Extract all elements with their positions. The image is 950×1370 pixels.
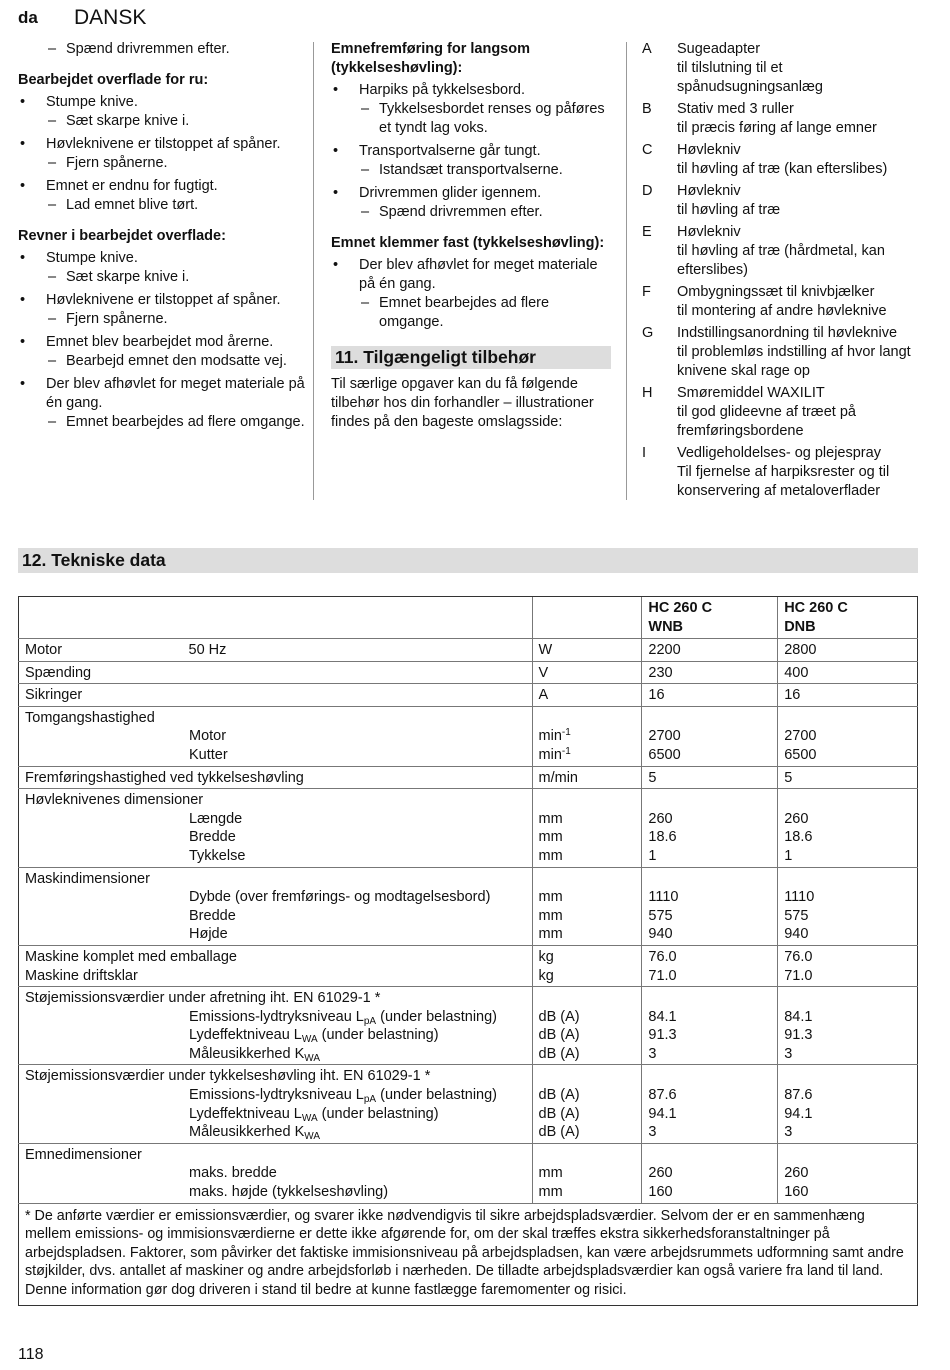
problem-heading: Emnet klemmer fast (tykkelseshøvling): (331, 235, 605, 251)
cause: • Drivremmen glider igennem. (331, 184, 611, 203)
accessory-name: Ombygningssæt til knivbjælker (677, 284, 875, 300)
accessory-item (640, 283, 930, 321)
remedy: – Fjern spånerne. (18, 310, 308, 329)
accessory-desc: til montering af andre høvleknive (677, 303, 887, 319)
table-row: Spænding V 230 400 (19, 661, 918, 684)
accessory-desc: til god glideevne af træet på fremføringsbordene (677, 404, 856, 439)
table-row: Tomgangshastighed Motor Kutter $\min^{-1}$ $\min^{-1}$ 2700 6500 2700 6500 (19, 706, 918, 766)
table-row: Støjemissionsværdier under afretning iht. EN 61029-1 * Emissions-lydtryksniveau $L_{pA}$ (under belastning) Lydeffektniveau $L_{WA}$ (under belastning) Måleusikkerhed $K_{WA}$ dB (A) dB (A) dB (A) 84.1 91.3 3 84.1 91.3 3 (19, 987, 918, 1065)
language-code: da (18, 8, 38, 27)
problem-heading: Revner i bearbejdet overflade: (18, 228, 226, 244)
accessory-name: Vedligeholdelses- og plejespray (677, 445, 881, 461)
cause: • Der blev afhøvlet for meget materiale på én gang. (331, 256, 611, 294)
accessory-name: Høvlekniv (677, 224, 741, 240)
remedy: – Lad emnet blive tørt. (18, 196, 308, 215)
column-divider (313, 42, 314, 500)
accessory-key: D (642, 183, 653, 199)
accessory-name: Høvlekniv (677, 183, 741, 199)
accessory-name: Høvlekniv (677, 142, 741, 158)
accessory-key: F (642, 284, 651, 300)
cause: • Stumpe knive. (18, 93, 308, 112)
cause: • Høvleknivene er tilstoppet af spåner. (18, 135, 308, 154)
technical-data-table (18, 596, 918, 1306)
accessory-key: B (642, 101, 652, 117)
accessory-item (640, 384, 930, 441)
section-12-title-text: 12. Tekniske data (22, 550, 166, 570)
remedy: – Emnet bearbejdes ad flere omgange. (18, 413, 308, 432)
table-row: Emnedimensioner maks. bredde maks. højde (tykkelseshøvling) mm mm 260 160 260 160 (19, 1143, 918, 1203)
language-name: DANSK (74, 6, 147, 29)
remedy: – Fjern spånerne. (18, 154, 308, 173)
remedy: – Emnet bearbejdes ad flere omgange. (331, 294, 611, 332)
accessory-item (640, 100, 930, 138)
problem-heading: Emnefremføring for langsom (tykkelseshøvling): (331, 41, 530, 76)
model-1-header: HC 260 C WNB (642, 597, 778, 639)
remedy: – Spænd drivremmen efter. (18, 40, 308, 59)
cause: • Stumpe knive. (18, 249, 308, 268)
accessory-item (640, 141, 930, 179)
table-row: Støjemissionsværdier under tykkelseshøvling iht. EN 61029-1 * Emissions-lydtryksniveau $L_{pA}$ (under belastning) Lydeffektniveau $L_{WA}$ (under belastning) Måleusikkerhed $K_{WA}$ dB (A) dB (A) dB (A) 87.6 94.1 3 87.6 94.1 3 (19, 1065, 918, 1143)
accessory-name: Sugeadapter (677, 41, 761, 57)
remedy: – Sæt skarpe knive i. (18, 268, 308, 287)
footnote-row (19, 1203, 918, 1305)
accessory-name: Indstillingsanordning til høvleknive (677, 325, 898, 341)
accessory-item (640, 223, 930, 280)
table-row: Fremføringshastighed ved tykkelseshøvling m/min 5 5 (19, 766, 918, 789)
troubleshooting-column-2 (331, 40, 611, 432)
accessory-desc: til problemløs indstilling af hvor langt knivene skal rage op (677, 344, 911, 379)
remedy: – Sæt skarpe knive i. (18, 112, 308, 131)
accessory-item (640, 324, 930, 381)
column-divider (626, 42, 627, 500)
table-row: Høvleknivenes dimensioner Længde Bredde Tykkelse mm mm mm 260 18.6 1 260 18.6 1 (19, 789, 918, 867)
problem-heading: Bearbejdet overflade for ru: (18, 72, 209, 88)
accessory-key: G (642, 325, 654, 341)
accessory-desc: til tilslutning til et spånudsugningsanlæg (677, 60, 823, 95)
accessory-name: Smøremiddel WAXILIT (677, 385, 825, 401)
table-row: Maskine komplet med emballage Maskine driftsklar kg kg 76.0 71.0 76.0 71.0 (19, 945, 918, 986)
remedy: – Bearbejd emnet den modsatte vej. (18, 352, 308, 371)
table-header-row (19, 597, 918, 639)
table-row: Maskindimensioner Dybde (over fremførings- og modtagelsesbord) Bredde Højde mm mm mm 1110 575 940 1110 575 940 (19, 867, 918, 945)
accessory-list (640, 40, 930, 504)
accessory-item (640, 40, 930, 97)
accessory-key: C (642, 142, 653, 158)
cause: • Høvleknivene er tilstoppet af spåner. (18, 291, 308, 310)
table-row: Motor 50 Hz W 2200 2800 (19, 639, 918, 662)
cause: • Transportvalserne går tungt. (331, 142, 611, 161)
remedy: – Spænd drivremmen efter. (331, 203, 611, 222)
accessory-key: I (642, 445, 647, 461)
table-row: Sikringer A 16 16 (19, 684, 918, 707)
remedy: – Istandsæt transportvalserne. (331, 161, 611, 180)
model-2-header: HC 260 C DNB (778, 597, 918, 639)
troubleshooting-column-1 (18, 40, 308, 436)
accessory-item (640, 444, 930, 501)
section-12-title (18, 548, 918, 573)
accessory-key: E (642, 224, 652, 240)
remedy: – Tykkelsesbordet renses og påføres et tyndt lag voks. (331, 100, 611, 138)
accessory-desc: Til fjernelse af harpiksrester og til konservering af metaloverflader (677, 464, 890, 499)
accessory-key: A (642, 41, 652, 57)
footnote: * De anførte værdier er emissionsværdier, og svarer ikke nødvendigvis til sikre arbejdspladsværdier. Selvom der er en sammenhæng mellem emissions- og immisionsværdierne er dette ikke afgørende for, om der skal træffes ekstra sikkerhedsforanstaltninger på arbejdspladsen. Faktorer, som påvirker det faktiske immisionsniveau på arbejdspladsen, kan være arbejdsrummets udformning samt andre støjkilder, dvs. antallet af maskiner og andre arbejdsforløb i nærheden. De tilladte arbejdspladsværdier kan også variere fra land til land. Denne information gør dog driveren i stand til bedre at kunne fastlægge faremomenter og risici. (19, 1203, 918, 1305)
section-11-intro: Til særlige opgaver kan du få følgende tilbehør hos din forhandler – illustrationer findes på den bageste omslagsside: (331, 376, 594, 430)
cause: • Harpiks på tykkelsesbord. (331, 81, 611, 100)
accessory-desc: til høvling af træ (kan efterslibes) (677, 161, 888, 177)
cause: • Emnet blev bearbejdet mod årerne. (18, 333, 308, 352)
accessory-desc: til præcis føring af lange emner (677, 120, 877, 136)
accessory-item (640, 182, 930, 220)
section-11-title: 11. Tilgængeligt tilbehør (331, 346, 611, 369)
page-number: 118 (18, 1346, 44, 1363)
accessory-key: H (642, 385, 653, 401)
accessory-name: Stativ med 3 ruller (677, 101, 794, 117)
cause: • Emnet er endnu for fugtigt. (18, 177, 308, 196)
accessory-desc: til høvling af træ (677, 202, 781, 218)
accessory-desc: til høvling af træ (hårdmetal, kan efterslibes) (677, 243, 885, 278)
cause: • Der blev afhøvlet for meget materiale på én gang. (18, 375, 308, 413)
